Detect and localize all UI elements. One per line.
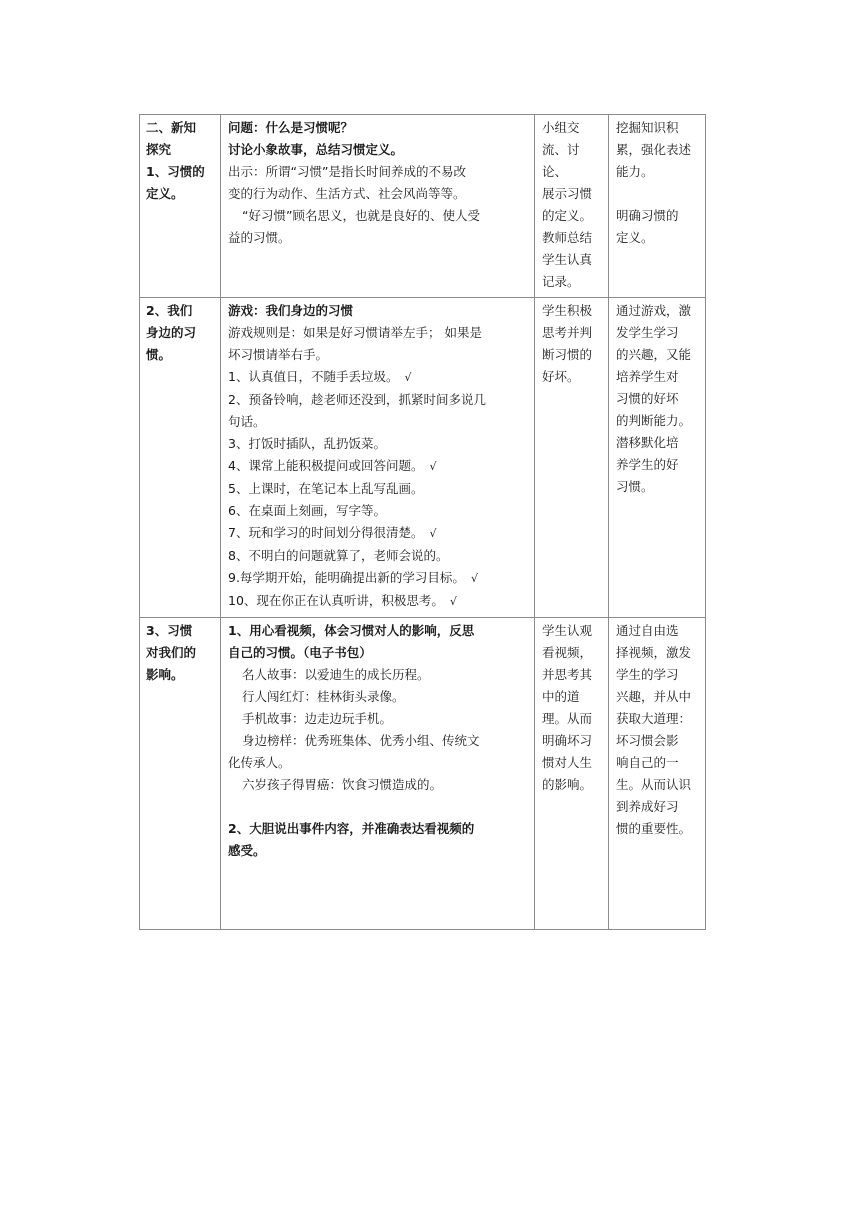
design-intent-cell-line: 挖掘知识积	[616, 120, 679, 135]
student-activity-cell-line: 流、讨论、	[542, 142, 580, 179]
design-intent-cell-line: 兴趣，并从中	[616, 689, 692, 704]
design-intent-cell-line: 择视频，激发	[616, 645, 692, 660]
student-activity-cell-line: 的影响。	[542, 777, 593, 792]
content-line: 2、大胆说出事件内容，并准确表达看视频的	[228, 821, 475, 836]
plan-table	[139, 114, 706, 930]
content-cell	[221, 115, 535, 298]
content-line: 4、课常上能积极提问或回答问题。 √	[228, 458, 437, 473]
design-intent-cell-line: 培养学生对	[616, 369, 679, 384]
design-intent-cell-line: 明确习惯的	[616, 208, 679, 223]
checkmark-icon: √	[429, 527, 437, 540]
design-intent-cell-line: 坏习惯会影	[616, 733, 679, 748]
content-line: 9.每学期开始，能明确提出新的学习目标。 √	[228, 570, 478, 585]
content-line: 名人故事：以爱迪生的成长历程。	[242, 667, 430, 682]
design-intent-cell-line: 通过游戏，激	[616, 303, 692, 318]
content-line: 自己的习惯。（电子书包）	[228, 645, 372, 660]
student-activity-cell-line: 教师总结	[542, 230, 593, 245]
checkmark-icon: √	[429, 460, 437, 473]
lesson-plan-table	[139, 114, 705, 930]
stage-cell-line: 对我们的	[146, 645, 197, 660]
content-line: 5、上课时，在笔记本上乱写乱画。	[228, 481, 424, 496]
content-line: 身边榜样：优秀班集体、优秀小组、传统文	[242, 733, 480, 748]
stage-cell	[140, 618, 221, 930]
content-line: 感受。	[228, 843, 266, 858]
content-line: 10、现在你正在认真听讲，积极思考。 √	[228, 593, 457, 608]
design-intent-cell-line: 的兴趣，又能	[616, 347, 692, 362]
content-line: 讨论小象故事，总结习惯定义。	[228, 142, 404, 157]
design-intent-cell-line: 到养成好习	[616, 799, 679, 814]
design-intent-cell-line: 的判断能力。	[616, 413, 692, 428]
checkmark-icon: √	[470, 572, 478, 585]
student-activity-cell-line: 学生认观	[542, 623, 593, 638]
stage-cell-line: 探究	[146, 142, 172, 157]
content-line: 变的行为动作、生活方式、社会风尚等等。	[228, 186, 466, 201]
student-activity-cell-line: 记录。	[542, 274, 580, 289]
content-line	[228, 796, 527, 818]
stage-cell	[140, 115, 221, 298]
student-activity-cell-line: 断习惯的	[542, 347, 593, 362]
checkmark-icon: √	[404, 371, 412, 384]
student-activity-cell-line: 学生认真	[542, 252, 593, 267]
stage-cell-line: 身边的习	[146, 325, 197, 340]
student-activity-cell	[535, 298, 609, 618]
content-cell	[221, 298, 535, 618]
design-intent-cell	[609, 298, 706, 618]
student-activity-cell-line: 并思考其	[542, 667, 593, 682]
content-cell	[221, 618, 535, 930]
design-intent-cell	[609, 115, 706, 298]
design-intent-cell-line: 通过自由选	[616, 623, 679, 638]
stage-cell-line: 定义。	[146, 186, 184, 201]
stage-cell-line: 二、新知	[146, 120, 197, 135]
content-line: 1、用心看视频，体会习惯对人的影响，反思	[228, 623, 475, 638]
student-activity-cell-line: 惯对人生	[542, 755, 593, 770]
content-line: 6、在桌面上刻画，写字等。	[228, 503, 386, 518]
content-line: 2、预备铃响，趁老师还没到，抓紧时间多说几	[228, 392, 486, 407]
student-activity-cell-line: 看视频，	[542, 645, 593, 660]
student-activity-cell-line: 的定义。	[542, 208, 593, 223]
design-intent-cell-line: 获取大道理：	[616, 711, 692, 726]
student-activity-cell-line: 好坏。	[542, 369, 580, 384]
table-row	[140, 618, 706, 930]
stage-cell-line: 3、习惯	[146, 623, 193, 638]
content-line: 1、认真值日，不随手丢垃圾。 √	[228, 369, 412, 384]
content-line: 3、打饭时插队，乱扔饭菜。	[228, 436, 386, 451]
stage-cell	[140, 298, 221, 618]
design-intent-cell-line: 习惯的好坏	[616, 391, 679, 406]
content-line: “好习惯”顾名思义，也就是良好的、使人受	[242, 208, 480, 223]
student-activity-cell	[535, 115, 609, 298]
student-activity-cell-line: 学生积极	[542, 303, 593, 318]
design-intent-cell-line: 发学生学习	[616, 325, 679, 340]
design-intent-cell-line: 定义。	[616, 230, 654, 245]
design-intent-cell-line: 学生的学习	[616, 667, 679, 682]
design-intent-cell-line: 惯的重要性。	[616, 821, 692, 836]
design-intent-cell-line: 能力。	[616, 164, 654, 179]
student-activity-cell-line: 展示习惯	[542, 186, 593, 201]
content-line: 坏习惯请举右手。	[228, 347, 329, 362]
design-intent-cell-line: 养学生的好	[616, 457, 679, 472]
student-activity-cell	[535, 618, 609, 930]
table-row	[140, 298, 706, 618]
content-line: 益的习惯。	[228, 230, 291, 245]
student-activity-cell-line: 明确坏习	[542, 733, 593, 748]
stage-cell-line: 影响。	[146, 667, 184, 682]
content-line: 六岁孩子得胃癌：饮食习惯造成的。	[242, 777, 443, 792]
stage-cell-line: 1、习惯的	[146, 164, 205, 179]
student-activity-cell-line: 思考并判	[542, 325, 593, 340]
design-intent-cell-line: 习惯。	[616, 479, 654, 494]
stage-cell-line: 2、我们	[146, 303, 193, 318]
content-line: 7、玩和学习的时间划分得很清楚。 √	[228, 525, 437, 540]
design-intent-cell-line: 潜移默化培	[616, 435, 679, 450]
design-intent-cell-line: 生。从而认识	[616, 777, 692, 792]
student-activity-cell-line: 中的道	[542, 689, 580, 704]
design-intent-cell-line: 累，强化表述	[616, 142, 692, 157]
stage-cell-line: 惯。	[146, 347, 172, 362]
design-intent-cell-line	[616, 183, 698, 205]
content-line: 化传承人。	[228, 755, 291, 770]
table-row	[140, 115, 706, 298]
content-line: 游戏：我们身边的习惯	[228, 303, 354, 318]
content-line: 手机故事：边走边玩手机。	[242, 711, 393, 726]
design-intent-cell	[609, 618, 706, 930]
student-activity-cell-line: 理。从而	[542, 711, 593, 726]
student-activity-cell-line: 小组交	[542, 120, 580, 135]
content-line: 8、不明白的问题就算了，老师会说的。	[228, 548, 449, 563]
content-line: 行人闯红灯：桂林街头录像。	[242, 689, 405, 704]
content-line: 句话。	[228, 414, 266, 429]
content-line: 问题：什么是习惯呢？	[228, 120, 354, 135]
checkmark-icon: √	[449, 595, 457, 608]
content-line: 出示：所谓“习惯”是指长时间养成的不易改	[228, 164, 466, 179]
design-intent-cell-line: 响自己的一	[616, 755, 679, 770]
content-line: 游戏规则是：如果是好习惯请举左手； 如果是	[228, 325, 482, 340]
